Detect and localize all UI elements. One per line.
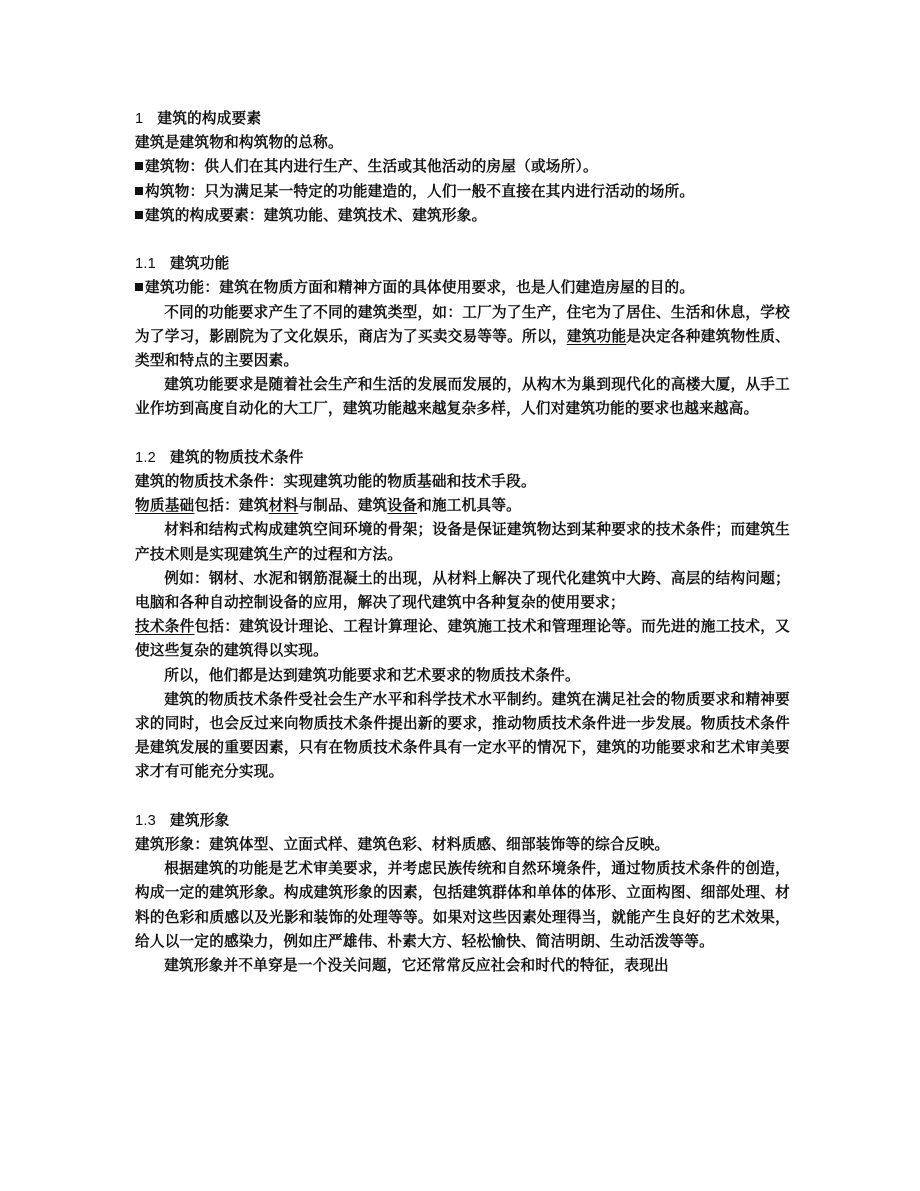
bullet-paragraph xyxy=(135,204,790,228)
paragraph: 建筑的物质技术条件：实现建筑功能的物质基础和技术手段。 xyxy=(135,473,536,491)
paragraph: 例如：钢材、水泥和钢筋混凝土的出现，从材料上解决了现代化建筑中大跨、高层的结构问题；电脑和各种自动控制设备的应用，解决了现代建筑中各种复杂的使用要求； xyxy=(135,569,790,612)
paragraph: 建筑形象：建筑体型、立面式样、建筑色彩、材料质感、细部装饰等的综合反映。 xyxy=(135,836,670,854)
paragraph-text: 包括：建筑 xyxy=(194,497,269,515)
paragraph-text: 构筑物：只为满足某一特定的功能建造的，人们一般不直接在其内进行活动的场所。 xyxy=(145,182,695,200)
underlined-term: 设备 xyxy=(387,497,418,515)
underlined-term: 建筑功能 xyxy=(566,327,627,345)
paragraph-text: 建筑物：供人们在其内进行生产、生活或其他活动的房屋（或场所）。 xyxy=(145,158,598,176)
paragraph xyxy=(135,615,790,663)
paragraph-text: 不同的功能要求产生了不同的建筑类型，如：工厂为了生产，住宅为了居住、生活和休息，学校为了学习，影剧院为了文化娱乐，商店为了买卖交易等等。所以， xyxy=(135,303,790,345)
bullet-paragraph xyxy=(135,155,790,179)
paragraph: 根据建筑的功能是艺术审美要求，并考虑民族传统和自然环境条件，通过物质技术条件的创造，构成一定的建筑形象。构成建筑形象的因素，包括建筑群体和单体的体形、立面构图、细部处理、材料的色彩和质感以及光影和装饰的处理等等。如果对这些因素处理得当，就能产生良好的艺术效果，给人以一定的感染力，例如庄严雄伟、朴素大方、轻松愉快、简洁明朗、生动活泼等等。 xyxy=(135,860,790,950)
paragraph-text: 是决定各种建筑物性质、类型和特点的主要因素。 xyxy=(135,327,790,370)
square-bullet-icon xyxy=(135,187,143,195)
heading-title: 建筑形象 xyxy=(170,811,230,829)
paragraph-text: 建筑的构成要素：建筑功能、建筑技术、建筑形象。 xyxy=(145,206,487,224)
paragraph-text: 和施工机具等。 xyxy=(417,497,522,515)
square-bullet-icon xyxy=(135,162,143,170)
bullet-paragraph xyxy=(135,276,790,300)
section-heading-1-2: 1.2 建筑的物质技术条件 xyxy=(135,448,304,466)
paragraph: 建筑的物质技术条件受社会生产水平和科学技术水平制约。建筑在满足社会的物质要求和精神要求的同时，也会反过来向物质技术条件提出新的要求，推动物质技术条件进一步发展。物质技术条件是建筑发展的重要因素，只有在物质技术条件具有一定水平的情况下，建筑的功能要求和艺术审美要求才有可能充分实现。 xyxy=(135,690,790,781)
heading-title: 建筑的物质技术条件 xyxy=(170,448,304,466)
paragraph: 建筑是建筑物和构筑物的总称。 xyxy=(135,134,343,152)
square-bullet-icon xyxy=(135,211,143,219)
paragraph: 建筑形象并不单穿是一个没关问题，它还常常反应社会和时代的特征，表现出 xyxy=(164,957,669,975)
paragraph xyxy=(135,301,790,374)
spacer xyxy=(135,422,790,446)
paragraph-text: 与制品、建筑 xyxy=(298,497,388,515)
paragraph-text: 建筑功能：建筑在物质方面和精神方面的具体使用要求，也是人们建造房屋的目的。 xyxy=(145,279,695,297)
paragraph xyxy=(135,494,790,518)
section-heading-1: 1 建筑的构成要素 xyxy=(135,110,262,127)
paragraph: 建筑功能要求是随着社会生产和生活的发展而发展的，从构木为巢到现代化的高楼大厦，从手工业作坊到高度自动化的大工厂，建筑功能越来越复杂多样，人们对建筑功能的要求也越来越高。 xyxy=(135,376,790,418)
section-heading-1-1: 1.1 建筑功能 xyxy=(135,255,230,273)
paragraph: 所以，他们都是达到建筑功能要求和艺术要求的物质技术条件。 xyxy=(164,666,580,684)
heading-title: 建筑功能 xyxy=(170,255,230,273)
underlined-term: 技术条件 xyxy=(135,618,195,636)
square-bullet-icon xyxy=(135,283,143,291)
spacer xyxy=(135,228,790,252)
section-heading-1-3: 1.3 建筑形象 xyxy=(135,811,230,829)
paragraph-text: 包括：建筑设计理论、工程计算理论、建筑施工技术和管理理论等。而先进的施工技术，又使这些复杂的建筑得以实现。 xyxy=(135,618,790,660)
paragraph: 材料和结构式构成建筑空间环境的骨架；设备是保证建筑物达到某种要求的技术条件；而建筑生产技术则是实现建筑生产的过程和方法。 xyxy=(135,521,790,563)
heading-title: 建筑的构成要素 xyxy=(157,110,262,127)
underlined-term: 物质基础 xyxy=(135,497,195,515)
spacer xyxy=(135,785,790,809)
underlined-term: 材料 xyxy=(268,497,299,515)
bullet-paragraph xyxy=(135,180,790,204)
